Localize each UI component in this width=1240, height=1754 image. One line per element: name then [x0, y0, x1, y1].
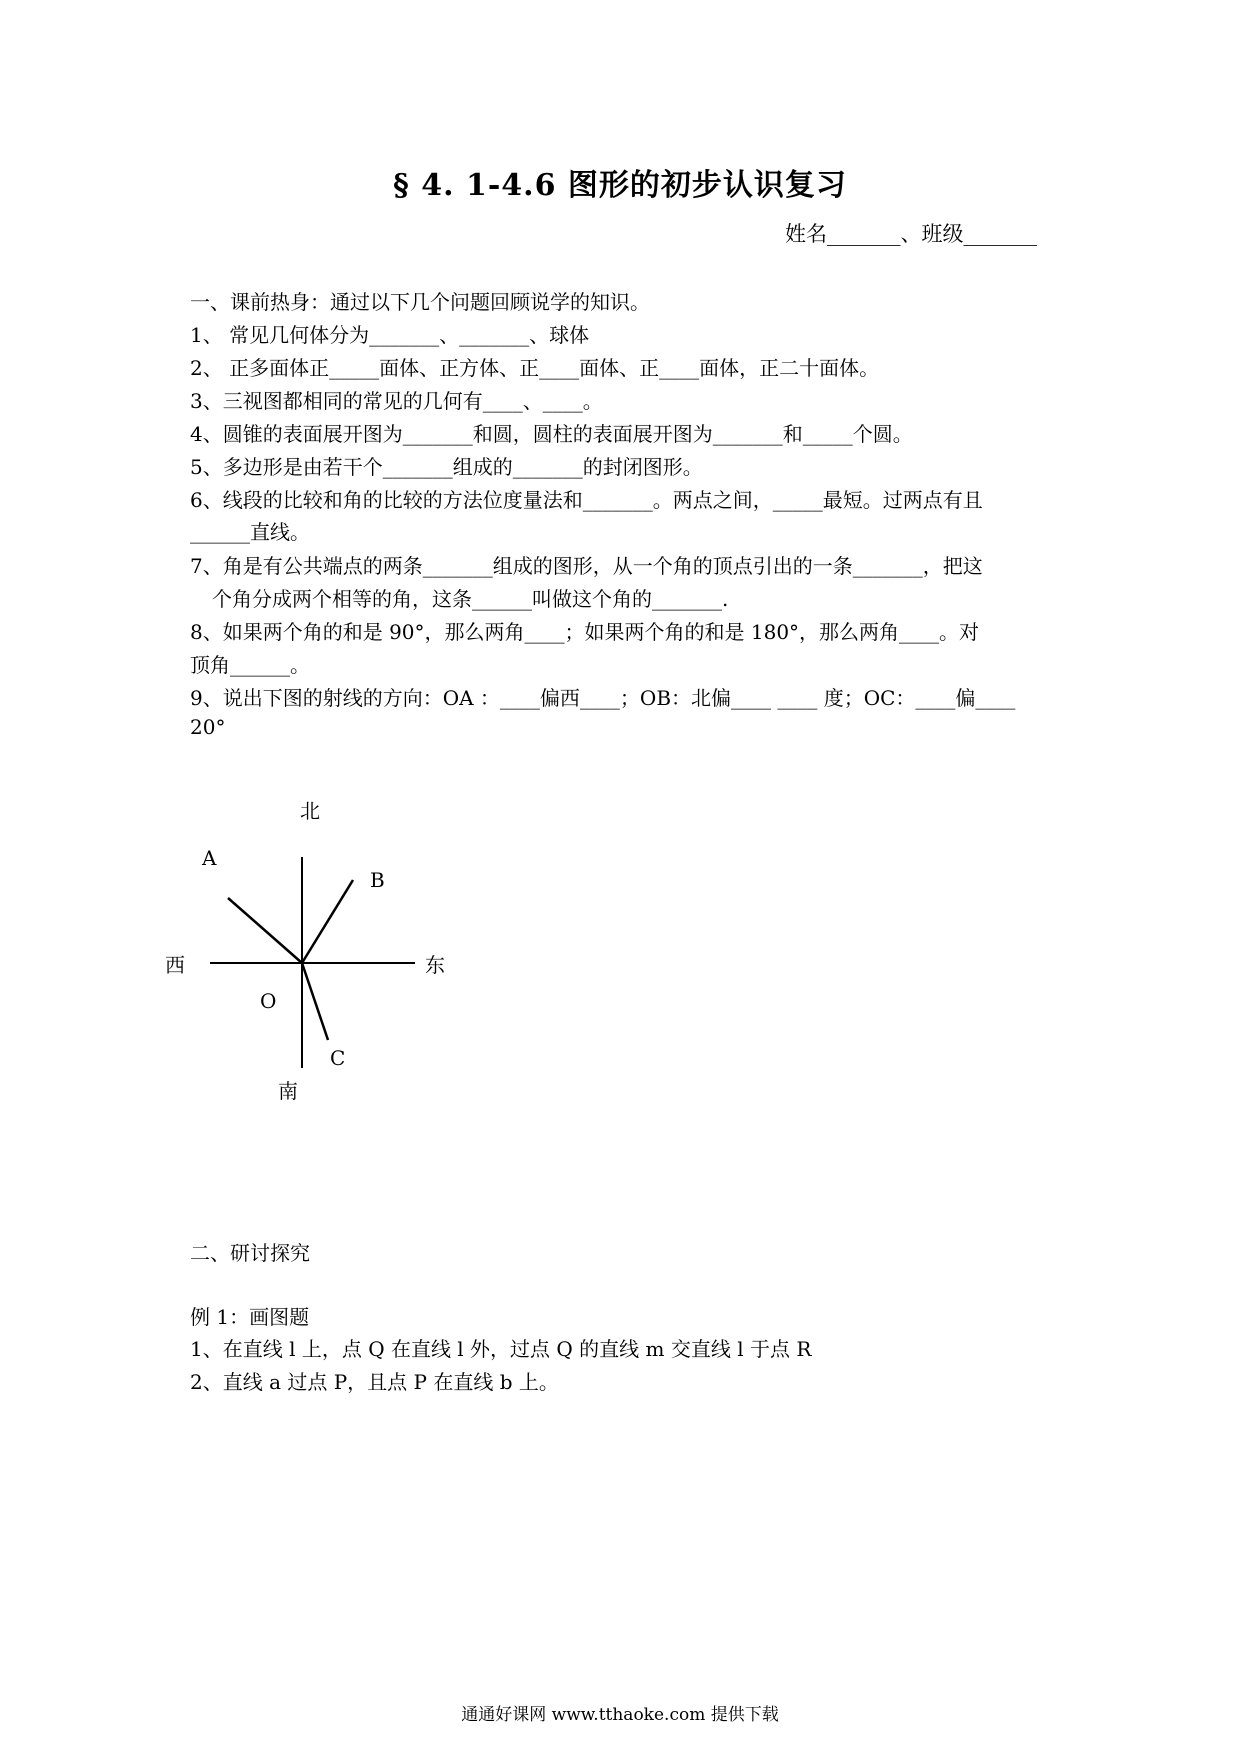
question-7: 7、角是有公共端点的两条_______组成的图形，从一个角的顶点引出的一条_______，把这 [190, 554, 983, 578]
section2-heading: 二、研讨探究 [190, 1241, 310, 1265]
question-8: 8、如果两个角的和是 90°，那么两角____；如果两个角的和是 180°，那么两角____。对 [190, 620, 980, 644]
page-title: § 4. 1-4.6 图形的初步认识复习 [393, 168, 847, 203]
ray-oa [228, 898, 302, 963]
section1-heading: 一、课前热身：通过以下几个问题回顾说学的知识。 [190, 290, 650, 314]
question-2: 2、 正多面体正_____面体、正方体、正____面体、正____面体，正二十面体。 [190, 356, 880, 380]
direction-diagram [165, 790, 480, 1120]
east-label: 东 [425, 953, 445, 977]
point-a-label: A [202, 846, 217, 870]
west-label: 西 [165, 953, 185, 977]
question-1: 1、 常见几何体分为_______、_______、球体 [190, 323, 590, 347]
question-6-cont: ______直线。 [190, 520, 310, 544]
question-3: 3、三视图都相同的常见的几何有____、____。 [190, 389, 603, 413]
question-4: 4、圆锥的表面展开图为_______和圆，圆柱的表面展开图为_______和_____个圆。 [190, 422, 913, 446]
south-label: 南 [278, 1079, 298, 1103]
question-8-cont: 顶角______。 [190, 653, 310, 677]
question-9-cont: 20° [190, 715, 226, 739]
example-title: 例 1：画图题 [190, 1305, 310, 1329]
example-item-2: 2、直线 a 过点 P，且点 P 在直线 b 上。 [190, 1370, 559, 1394]
example-item-1: 1、在直线 l 上，点 Q 在直线 l 外，过点 Q 的直线 m 交直线 l 于点 R [190, 1337, 812, 1361]
ray-oc [302, 963, 328, 1040]
name-class-line: 姓名_______、班级_______ [785, 222, 1037, 246]
question-6: 6、线段的比较和角的比较的方法位度量法和_______。两点之间，_____最短。过两点有且 [190, 488, 983, 512]
footer: 通通好课网 www.tthaoke.com 提供下载 [461, 1705, 779, 1725]
question-5: 5、多边形是由若干个_______组成的_______的封闭图形。 [190, 455, 703, 479]
question-7-cont: 个角分成两个相等的角，这条______叫做这个角的_______. [212, 587, 729, 611]
ray-ob [302, 880, 353, 963]
point-b-label: B [370, 868, 385, 892]
point-o-label: O [260, 989, 277, 1013]
north-label: 北 [300, 799, 320, 823]
question-9: 9、说出下图的射线的方向：OA ：____偏西____；OB：北偏____ ____ 度；OC：____偏____ [190, 686, 1016, 710]
point-c-label: C [330, 1046, 346, 1070]
